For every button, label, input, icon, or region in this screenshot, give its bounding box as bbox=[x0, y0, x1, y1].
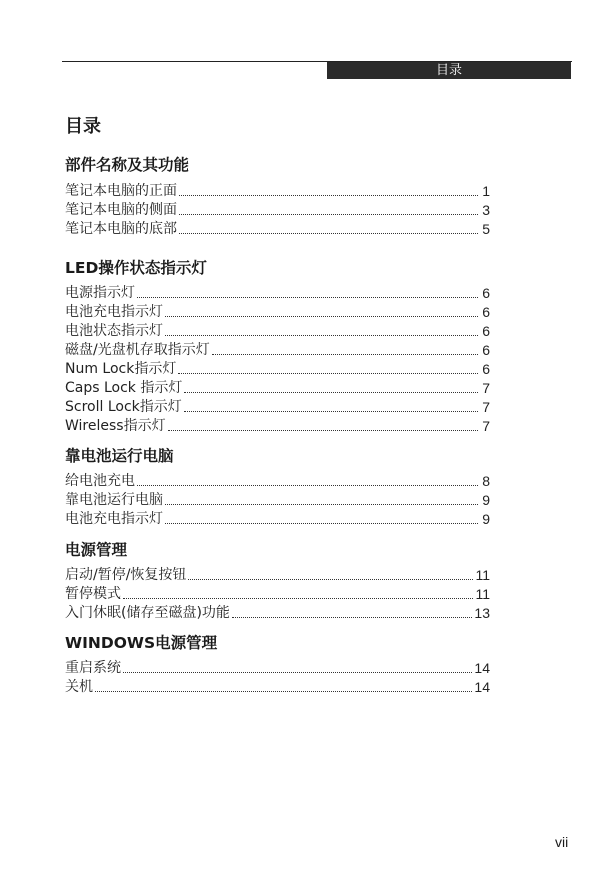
toc-list bbox=[65, 658, 490, 696]
section-heading: 部件名称及其功能 bbox=[65, 156, 190, 174]
toc-entry-page: 6 bbox=[482, 285, 490, 301]
toc-entry-label: 电源指示灯 bbox=[65, 285, 135, 301]
dot-leader bbox=[168, 429, 478, 431]
toc-entry-page: 5 bbox=[482, 221, 490, 237]
section-heading: LED操作状态指示灯 bbox=[65, 259, 207, 277]
toc-entry-label: 暂停模式 bbox=[65, 586, 121, 602]
page-title: 目录 bbox=[65, 116, 101, 137]
dot-leader bbox=[165, 315, 478, 317]
toc-entry[interactable] bbox=[65, 658, 490, 677]
toc-entry-page: 8 bbox=[482, 473, 490, 489]
toc-entry-page: 11 bbox=[475, 567, 490, 583]
dot-leader bbox=[232, 616, 472, 618]
toc-entry-label: 电池充电指示灯 bbox=[65, 304, 163, 320]
dot-leader bbox=[178, 372, 478, 374]
toc-entry-page: 6 bbox=[482, 361, 490, 377]
toc-entry[interactable] bbox=[65, 321, 490, 340]
toc-entry[interactable] bbox=[65, 200, 490, 219]
toc-entry-label: 笔记本电脑的底部 bbox=[65, 221, 177, 237]
toc-entry-page: 13 bbox=[474, 605, 490, 621]
toc-entry-label: 磁盘/光盘机存取指示灯 bbox=[65, 342, 210, 358]
dot-leader bbox=[165, 522, 478, 524]
dot-leader bbox=[212, 353, 478, 355]
toc-entry-page: 6 bbox=[482, 323, 490, 339]
toc-entry-page: 7 bbox=[482, 380, 490, 396]
toc-entry[interactable] bbox=[65, 359, 490, 378]
toc-entry-page: 11 bbox=[475, 586, 490, 602]
toc-entry[interactable] bbox=[65, 509, 490, 528]
toc-entry[interactable] bbox=[65, 490, 490, 509]
section-heading: WINDOWS电源管理 bbox=[65, 634, 218, 652]
toc-entry-label: 入门休眠(储存至磁盘)功能 bbox=[65, 605, 230, 621]
toc-entry-page: 3 bbox=[482, 202, 490, 218]
dot-leader bbox=[123, 671, 472, 673]
toc-entry-label: Wireless指示灯 bbox=[65, 418, 166, 434]
toc-entry-page: 14 bbox=[474, 679, 490, 695]
dot-leader bbox=[165, 503, 478, 505]
dot-leader bbox=[184, 391, 478, 393]
dot-leader bbox=[179, 194, 478, 196]
toc-entry[interactable] bbox=[65, 565, 490, 584]
toc-entry-page: 6 bbox=[482, 304, 490, 320]
toc-entry[interactable] bbox=[65, 302, 490, 321]
toc-entry-page: 6 bbox=[482, 342, 490, 358]
toc-entry[interactable] bbox=[65, 181, 490, 200]
toc-entry[interactable] bbox=[65, 471, 490, 490]
page-number: vii bbox=[555, 834, 569, 850]
toc-entry[interactable] bbox=[65, 283, 490, 302]
toc-entry-label: 笔记本电脑的侧面 bbox=[65, 202, 177, 218]
toc-entry-label: 电池状态指示灯 bbox=[65, 323, 163, 339]
toc-entry-label: 靠电池运行电脑 bbox=[65, 492, 163, 508]
header-tab: 目录 bbox=[327, 62, 571, 79]
toc-entry-page: 14 bbox=[474, 660, 490, 676]
section-heading: 电源管理 bbox=[65, 541, 128, 559]
dot-leader bbox=[184, 410, 478, 412]
toc-entry-page: 7 bbox=[482, 418, 490, 434]
toc-entry-label: 笔记本电脑的正面 bbox=[65, 183, 177, 199]
dot-leader bbox=[188, 578, 473, 580]
dot-leader bbox=[165, 334, 478, 336]
dot-leader bbox=[95, 690, 472, 692]
toc-entry[interactable] bbox=[65, 219, 490, 238]
toc-entry-label: Caps Lock 指示灯 bbox=[65, 380, 183, 396]
toc-entry-label: 重启系统 bbox=[65, 660, 121, 676]
toc-list bbox=[65, 181, 490, 238]
toc-entry-label: 给电池充电 bbox=[65, 473, 135, 489]
toc-entry[interactable] bbox=[65, 340, 490, 359]
toc-list bbox=[65, 565, 490, 622]
toc-entry[interactable] bbox=[65, 584, 490, 603]
dot-leader bbox=[179, 232, 478, 234]
dot-leader bbox=[123, 597, 473, 599]
toc-entry-page: 7 bbox=[482, 399, 490, 415]
toc-entry[interactable] bbox=[65, 603, 490, 622]
toc-entry[interactable] bbox=[65, 677, 490, 696]
toc-list bbox=[65, 283, 490, 435]
toc-entry-label: 电池充电指示灯 bbox=[65, 511, 163, 527]
section-heading: 靠电池运行电脑 bbox=[65, 447, 174, 465]
toc-entry[interactable] bbox=[65, 397, 490, 416]
toc-entry[interactable] bbox=[65, 416, 490, 435]
toc-entry-page: 9 bbox=[482, 492, 490, 508]
toc-entry-label: 关机 bbox=[65, 679, 93, 695]
toc-list bbox=[65, 471, 490, 528]
toc-entry-label: Scroll Lock指示灯 bbox=[65, 399, 182, 415]
toc-entry-label: Num Lock指示灯 bbox=[65, 361, 177, 377]
dot-leader bbox=[137, 296, 478, 298]
toc-entry-label: 启动/暂停/恢复按钮 bbox=[65, 567, 187, 583]
toc-entry[interactable] bbox=[65, 378, 490, 397]
dot-leader bbox=[137, 484, 478, 486]
toc-entry-page: 9 bbox=[482, 511, 490, 527]
dot-leader bbox=[179, 213, 478, 215]
toc-entry-page: 1 bbox=[482, 183, 490, 199]
